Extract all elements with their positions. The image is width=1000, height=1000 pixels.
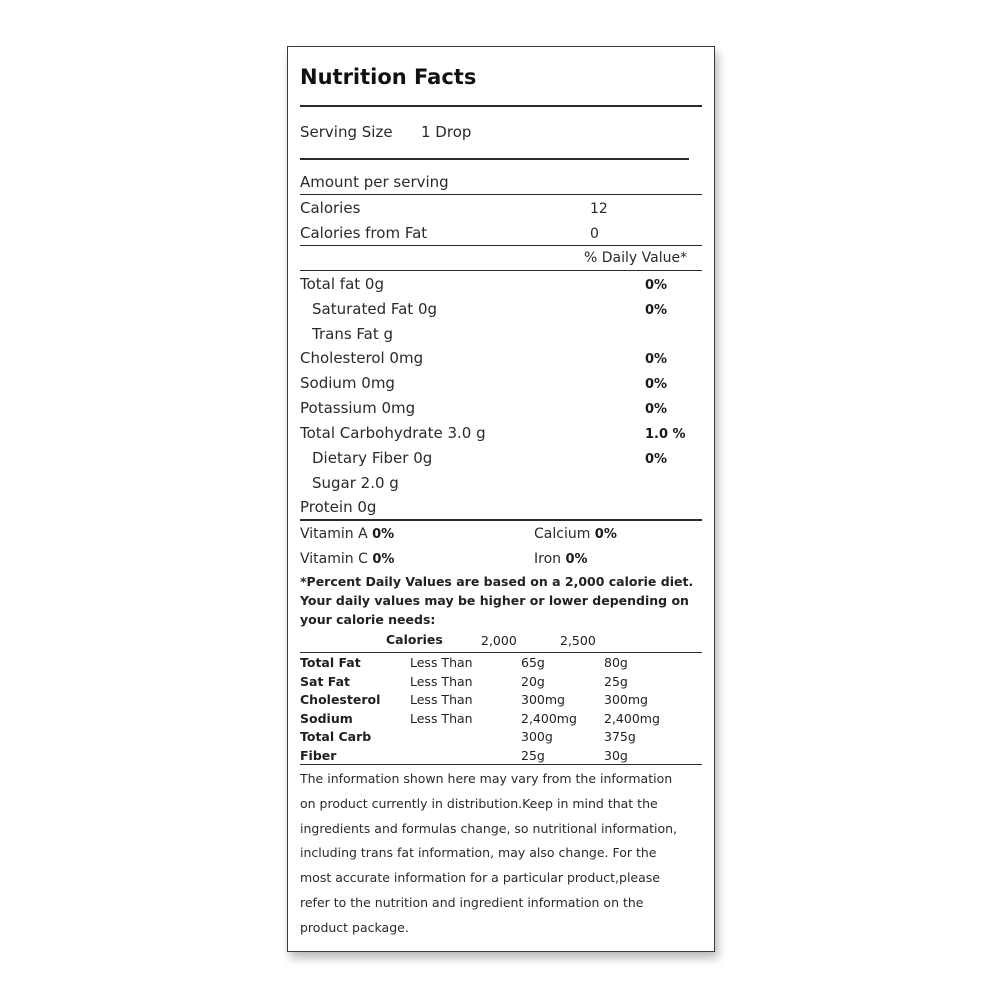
serving-divider xyxy=(300,158,689,160)
iron xyxy=(534,551,588,567)
vitamin-a xyxy=(300,526,394,542)
ref-table-cell: 80g xyxy=(604,655,628,670)
daily-values-footnote: *Percent Daily Values are based on a 2,000 calorie diet. Your daily values may be higher or lower depending on your calorie needs: xyxy=(300,574,694,627)
ref-table-cell: Less Than xyxy=(410,692,473,708)
ref-table-cell: Total Carb xyxy=(300,729,372,745)
nutrient-label: Total Carbohydrate 3.0 g xyxy=(300,424,486,442)
nutrient-label: Sugar 2.0 g xyxy=(312,474,399,492)
serving-size-value: 1 Drop xyxy=(421,123,472,141)
ref-table-cell: 25g xyxy=(604,673,628,689)
disclaimer-line: The information shown here may vary from the information xyxy=(300,771,673,786)
calcium xyxy=(534,526,617,542)
ref-table-cell: 30g xyxy=(604,748,628,763)
ref-table-divider xyxy=(300,652,702,653)
disclaimer-line: refer to the nutrition and ingredient information on the xyxy=(300,895,644,910)
serving-size-label: Serving Size xyxy=(300,123,393,141)
ref-table-cell: Sodium xyxy=(300,710,353,726)
disclaimer-line: on product currently in distribution.Keep in mind that the xyxy=(300,795,658,811)
nutrient-label: Cholesterol 0mg xyxy=(300,349,424,367)
iron-value: 0% xyxy=(565,552,588,567)
ref-table-cell: 20g xyxy=(521,673,545,689)
nutrition-facts-panel xyxy=(287,46,715,952)
nutrient-label: Sodium 0mg xyxy=(300,374,395,392)
ref-table-cell: 65g xyxy=(521,655,545,670)
nutrient-pct: 0% xyxy=(645,352,668,367)
ref-table-cell: 300mg xyxy=(604,692,648,708)
disclaimer-line: ingredients and formulas change, so nutritional information, xyxy=(300,820,678,836)
ref-table-cell: Less Than xyxy=(410,673,473,689)
ref-table-cell: 375g xyxy=(604,729,636,745)
ref-table-cell: Fiber xyxy=(300,748,337,763)
nutrient-pct: 0% xyxy=(645,452,668,467)
calories-value: 12 xyxy=(590,201,608,217)
ref-table-cell: 2,400mg xyxy=(604,710,660,726)
amount-per-serving: Amount per serving xyxy=(300,173,449,191)
nutrient-pct: 0% xyxy=(645,303,668,318)
nutrient-label: Total fat 0g xyxy=(300,275,384,293)
calories-label: Calories xyxy=(300,199,361,217)
vitamin-a-value: 0% xyxy=(372,527,395,542)
daily-value-divider xyxy=(300,270,702,271)
ref-table-cell: Less Than xyxy=(410,710,473,726)
nutrient-pct: 0% xyxy=(645,278,668,293)
vitamin-c-label: Vitamin C xyxy=(300,551,368,567)
calories-from-fat-value: 0 xyxy=(590,226,599,242)
ref-table-cell: Cholesterol xyxy=(300,692,381,708)
disclaimer-line: including trans fat information, may also change. For the xyxy=(300,845,657,861)
nutrient-label: Trans Fat g xyxy=(312,325,394,343)
amount-divider xyxy=(300,194,702,195)
ref-table-cell: Less Than xyxy=(410,655,473,670)
nutrient-label: Dietary Fiber 0g xyxy=(312,449,433,467)
disclaimer-line: most accurate information for a particular product,please xyxy=(300,870,660,886)
nutrient-label: Potassium 0mg xyxy=(300,399,416,417)
vitamin-c xyxy=(300,551,394,567)
disclaimer-line: product package. xyxy=(300,919,409,935)
calcium-value: 0% xyxy=(594,527,617,542)
nutrients-divider xyxy=(300,519,702,521)
nutrient-label: Protein 0g xyxy=(300,498,377,516)
ref-table-cell: Sat Fat xyxy=(300,673,350,689)
nutrient-pct: 0% xyxy=(645,377,668,392)
ref-table-cell: 300mg xyxy=(521,692,565,708)
vitamin-c-value: 0% xyxy=(372,552,395,567)
calories-from-fat-label: Calories from Fat xyxy=(300,224,428,242)
panel-title: Nutrition Facts xyxy=(300,65,477,89)
calcium-label: Calcium xyxy=(534,526,591,542)
ref-header-2500: 2,500 xyxy=(560,633,596,648)
vitamin-a-label: Vitamin A xyxy=(300,526,368,542)
ref-table-cell: 25g xyxy=(521,748,545,763)
ref-table-bottom-divider xyxy=(300,764,702,765)
nutrient-pct: 0% xyxy=(645,402,668,417)
title-divider xyxy=(300,105,702,107)
ref-table-cell: Total Fat xyxy=(300,655,361,670)
ref-header-2000: 2,000 xyxy=(481,633,517,648)
iron-label: Iron xyxy=(534,551,562,567)
ref-header-calories: Calories xyxy=(386,632,443,647)
nutrient-pct: 1.0 % xyxy=(645,427,686,442)
ref-table-cell: 300g xyxy=(521,729,553,745)
daily-value-header: % Daily Value* xyxy=(584,250,688,266)
ref-table-cell: 2,400mg xyxy=(521,710,577,726)
calories-divider xyxy=(300,245,702,246)
nutrient-label: Saturated Fat 0g xyxy=(312,300,438,318)
